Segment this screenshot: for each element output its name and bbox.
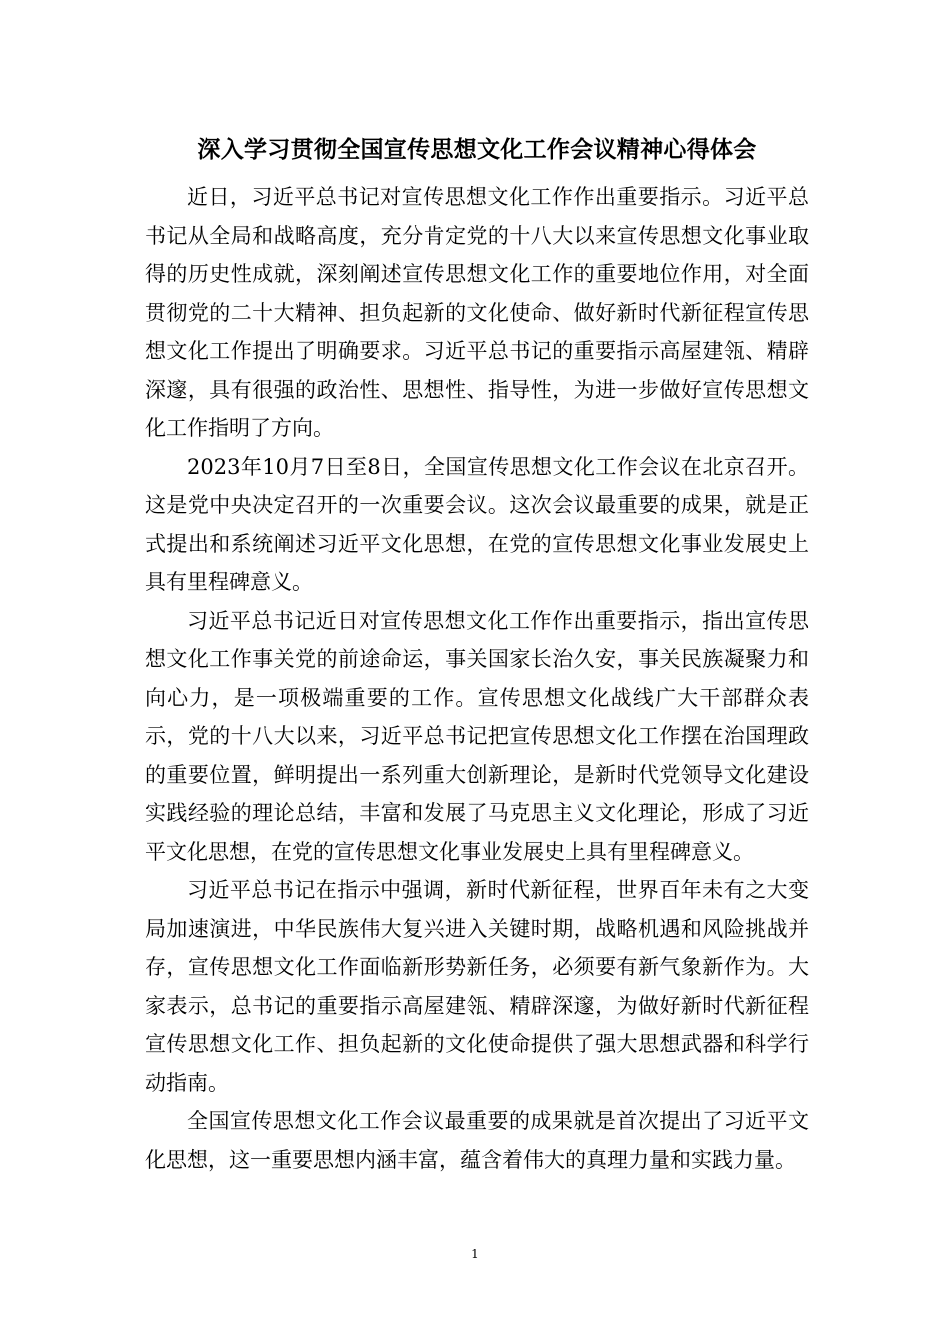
- document-body: [145, 130, 809, 1179]
- paragraph-2: 2023年10月7日至8日，全国宣传思想文化工作会议在北京召开。这是党中央决定召开的一次重要会议。这次会议最重要的成果，就是正式提出和系统阐述习近平文化思想，在党的宣传思想文化事业发展史上具有里程碑意义。: [145, 454, 809, 594]
- paragraph-4: 习近平总书记在指示中强调，新时代新征程，世界百年未有之大变局加速演进，中华民族伟大复兴进入关键时期，战略机遇和风险挑战并存，宣传思想文化工作面临新形势新任务，必须要有新气象新作为。大家表示，总书记的重要指示高屋建瓴、精辟深邃，为做好新时代新征程宣传思想文化工作、担负起新的文化使命提供了强大思想武器和科学行动指南。: [145, 878, 809, 1095]
- page-number: 1: [471, 1247, 479, 1261]
- paragraph-3: 习近平总书记近日对宣传思想文化工作作出重要指示，指出宣传思想文化工作事关党的前途命运，事关国家长治久安，事关民族凝聚力和向心力，是一项极端重要的工作。宣传思想文化战线广大干部群众表示，党的十八大以来，习近平总书记把宣传思想文化工作摆在治国理政的重要位置，鲜明提出一系列重大创新理论，是新时代党领导文化建设实践经验的理论总结，丰富和发展了马克思主义文化理论，形成了习近平文化思想，在党的宣传思想文化事业发展史上具有里程碑意义。: [145, 608, 809, 864]
- paragraph-5: 全国宣传思想文化工作会议最重要的成果就是首次提出了习近平文化思想，这一重要思想内涵丰富，蕴含着伟大的真理力量和实践力量。: [145, 1109, 809, 1172]
- paragraph-1: 近日，习近平总书记对宣传思想文化工作作出重要指示。习近平总书记从全局和战略高度，充分肯定党的十八大以来宣传思想文化事业取得的历史性成就，深刻阐述宣传思想文化工作的重要地位作用，对全面贯彻党的二十大精神、担负起新的文化使命、做好新时代新征程宣传思想文化工作提出了明确要求。习近平总书记的重要指示高屋建瓴、精辟深邃，具有很强的政治性、思想性、指导性，为进一步做好宣传思想文化工作指明了方向。: [145, 185, 809, 440]
- document-title: 深入学习贯彻全国宣传思想文化工作会议精神心得体会: [197, 136, 757, 163]
